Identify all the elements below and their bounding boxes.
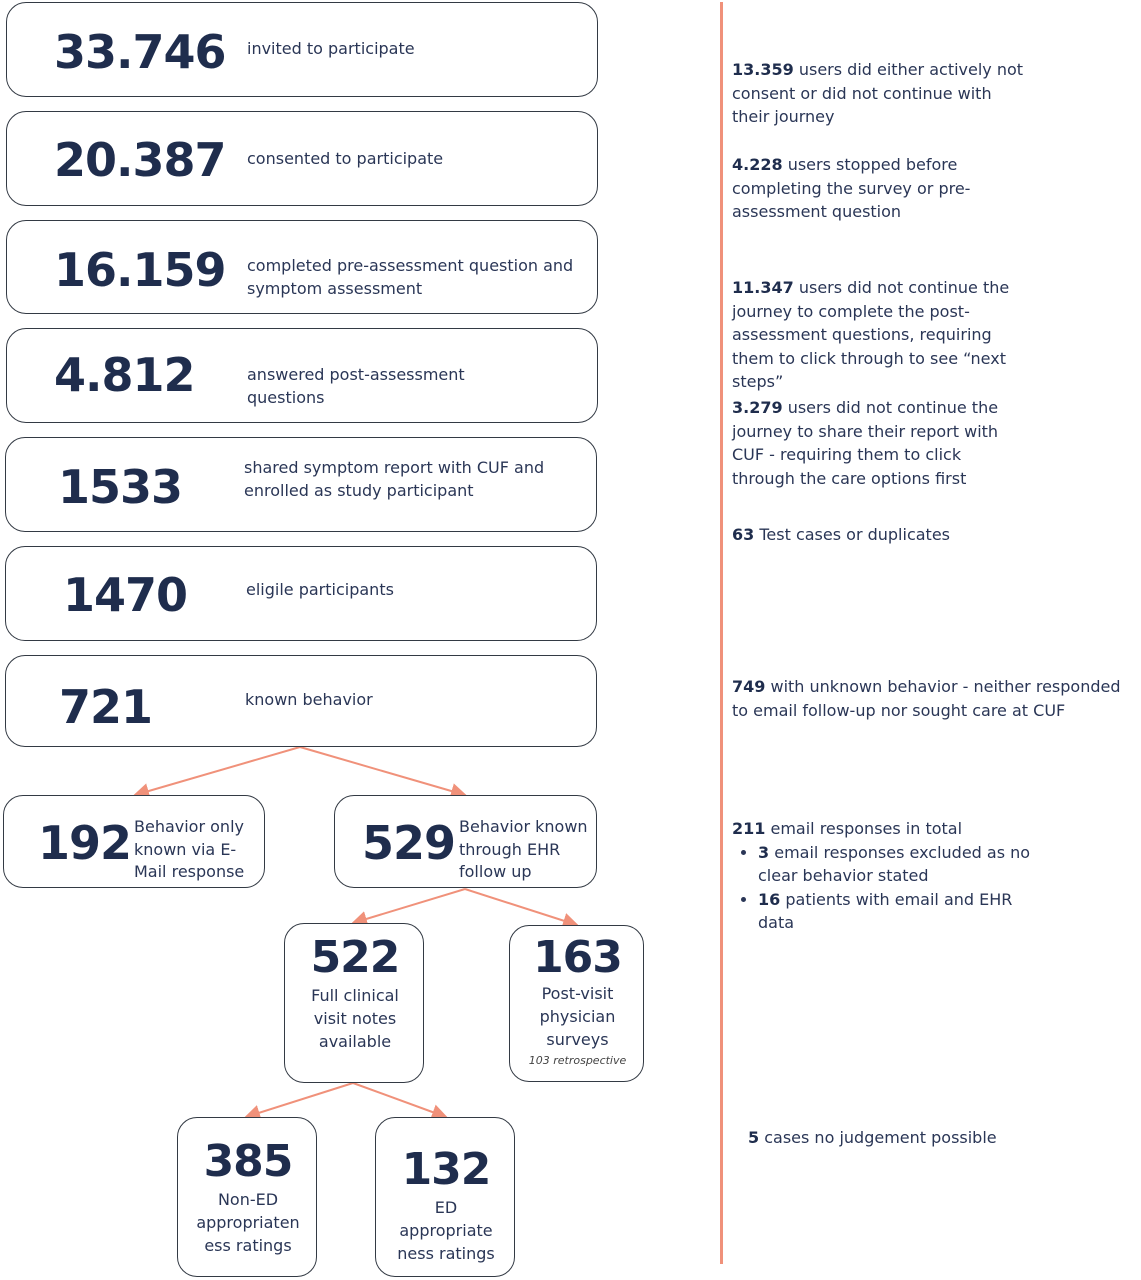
step-label: completed pre-assessment question and symptom assessment	[247, 256, 574, 298]
branch-value: 192	[38, 816, 132, 870]
step-value: 721	[59, 680, 153, 734]
note-test-cases: 63 Test cases or duplicates	[732, 525, 950, 544]
connector-529-to-522	[353, 889, 465, 923]
step-label: answered post-assessment questions	[247, 365, 465, 407]
connector-721-to-529	[300, 747, 465, 795]
note-unknown-behavior: 749 with unknown behavior - neither responded to email follow-up nor sought care at CUF	[732, 677, 1121, 720]
branch-label: Post-visit physician surveys	[539, 984, 616, 1049]
step-box-eligible	[5, 546, 597, 641]
retrospective-note: 103 retrospective	[528, 1054, 627, 1067]
branch-box-ed-ratings	[375, 1117, 515, 1277]
connector-721-to-192	[135, 747, 300, 795]
branch-box-email	[3, 795, 265, 888]
list-item: • 3 email responses excluded as no clear behavior stated	[758, 841, 1032, 888]
branch-box-ehr	[334, 795, 597, 888]
branch-value: 529	[362, 816, 456, 870]
branch-value: 385	[203, 1136, 293, 1187]
list-item: • 16 patients with email and EHR data	[758, 888, 1032, 935]
branch-label: Behavior only known via E-Mail response	[134, 817, 245, 881]
step-label: consented to participate	[247, 149, 444, 168]
step-box-shared-report	[5, 437, 597, 532]
branch-label: Non-ED appropriaten ess ratings	[196, 1190, 300, 1255]
branch-box-visit-notes	[284, 923, 424, 1083]
branch-box-non-ed-ratings	[177, 1117, 317, 1277]
step-box-invited	[6, 2, 598, 97]
connector-522-to-385	[246, 1083, 353, 1117]
step-label: known behavior	[245, 690, 373, 709]
branch-label: ED appropriate ness ratings	[397, 1198, 495, 1263]
branch-value: 522	[310, 932, 400, 983]
branch-box-physician-surveys	[509, 925, 644, 1082]
step-value: 4.812	[54, 348, 195, 402]
step-label: shared symptom report with CUF and enrolled as study participant	[244, 458, 545, 500]
step-box-known-behavior	[5, 655, 597, 747]
email-response-details	[732, 841, 1032, 935]
step-label: eligile participants	[246, 580, 394, 599]
branch-value: 132	[401, 1144, 491, 1195]
connector-529-to-163	[465, 889, 577, 925]
branch-label: Behavior known through EHR follow up	[459, 817, 588, 881]
step-value: 16.159	[54, 243, 226, 297]
branch-value: 163	[533, 932, 622, 983]
note-no-report-share: 3.279 users did not continue the journey to share their report with CUF - requiring them to click through the care options first	[732, 398, 999, 488]
step-box-consented	[6, 111, 598, 206]
branch-label: Full clinical visit notes available	[311, 986, 399, 1051]
step-box-post-assessment	[6, 328, 598, 423]
note-stopped-survey: 4.228 users stopped before completing the survey or pre-assessment question	[732, 155, 971, 221]
connector-522-to-132	[353, 1083, 446, 1117]
step-box-pre-assessment	[6, 220, 598, 314]
step-value: 1470	[63, 568, 188, 622]
step-label: invited to participate	[247, 39, 415, 58]
note-no-post-assessment: 11.347 users did not continue the journey to complete the post-assessment questions, requiring them to click through to see “next steps”	[732, 278, 1010, 391]
note-not-consented: 13.359 users did either actively not consent or did not continue with their journey	[732, 60, 1024, 126]
step-value: 1533	[58, 460, 183, 514]
note-no-judgement: 5 cases no judgement possible	[748, 1128, 997, 1147]
note-email-responses: 211 email responses in total • 3 email responses excluded as no clear behavior stated • 16 patients with email and EHR data	[732, 817, 1032, 935]
step-value: 20.387	[54, 133, 226, 187]
step-value: 33.746	[54, 25, 226, 79]
